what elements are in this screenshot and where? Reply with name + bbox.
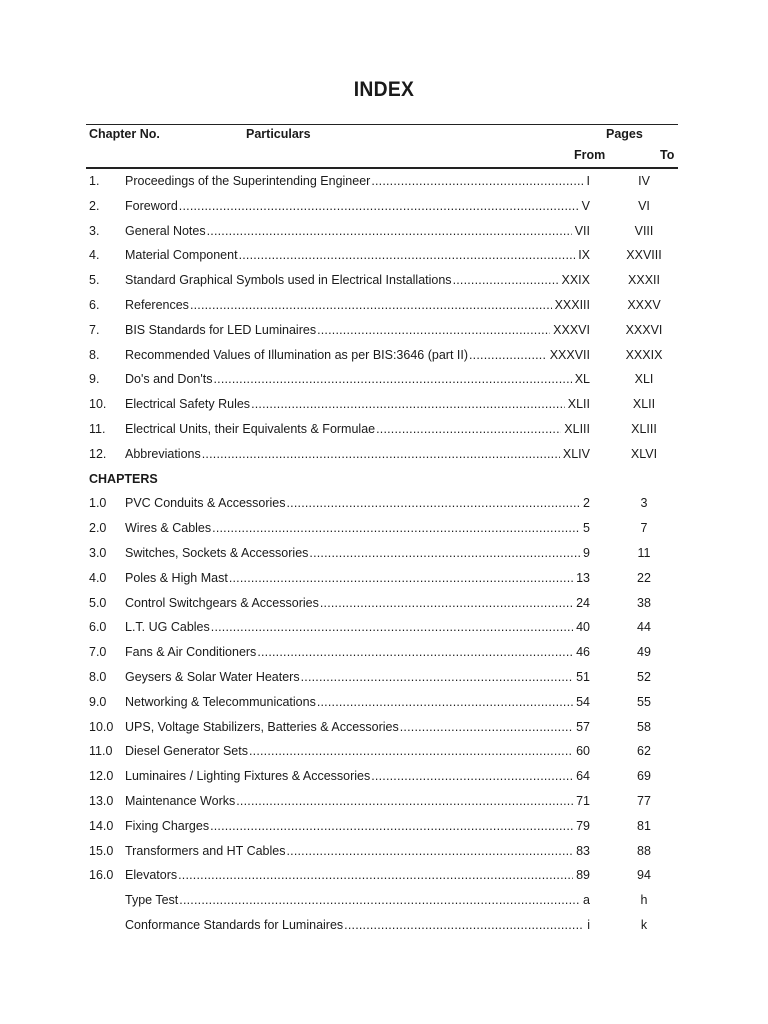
header-bottom-rule (86, 167, 678, 169)
row-number: 8.0 (89, 669, 107, 684)
index-row (0, 889, 768, 914)
row-page-to: 38 (637, 595, 651, 610)
leader-dots (249, 744, 573, 758)
row-page-to: 49 (637, 645, 651, 660)
row-page-to: 55 (637, 694, 651, 709)
row-title: Poles & High Mast (125, 570, 228, 585)
row-title: Recommended Values of Illumination as per BIS:3646 (part II) (125, 347, 468, 362)
row-leader (125, 397, 590, 411)
row-leader (125, 174, 590, 188)
leader-dots (309, 546, 580, 560)
row-page-to: XXXVI (625, 322, 663, 337)
leader-dots (317, 323, 550, 337)
row-number: 2.0 (89, 521, 107, 536)
row-number: 4.0 (89, 570, 107, 585)
row-page-to: XLVI (630, 446, 658, 461)
index-row (0, 517, 768, 542)
header-top-rule (86, 124, 678, 125)
index-row (0, 170, 768, 195)
index-row (0, 567, 768, 592)
row-number: 8. (89, 347, 100, 362)
row-page-from: 2 (583, 496, 590, 511)
row-leader (125, 844, 590, 858)
row-page-to: 81 (637, 818, 651, 833)
row-number: 15.0 (89, 843, 114, 858)
row-title: Fans & Air Conditioners (125, 645, 257, 660)
row-title: Transformers and HT Cables (125, 843, 286, 858)
index-row (0, 840, 768, 865)
row-leader (125, 769, 590, 783)
row-page-from: 83 (576, 843, 590, 858)
row-title: Control Switchgears & Accessories (125, 595, 319, 610)
row-page-from: XXXVII (549, 347, 590, 362)
row-page-from: 54 (576, 694, 590, 709)
row-page-to: k (640, 917, 648, 932)
leader-dots (344, 918, 584, 932)
row-number: 10. (89, 397, 107, 412)
index-row (0, 716, 768, 741)
row-title: Electrical Units, their Equivalents & Formulae (125, 421, 376, 436)
row-leader (125, 744, 590, 758)
row-number: 13.0 (89, 793, 114, 808)
index-row (0, 368, 768, 393)
row-page-from: XL (574, 372, 590, 387)
row-page-from: 89 (576, 868, 590, 883)
row-leader (125, 720, 590, 734)
row-number: 7. (89, 322, 100, 337)
row-number: 4. (89, 248, 100, 263)
index-row (0, 269, 768, 294)
row-leader (125, 521, 590, 535)
leader-dots (257, 645, 573, 659)
leader-dots (202, 447, 560, 461)
leader-dots (453, 273, 559, 287)
row-title: UPS, Voltage Stabilizers, Batteries & Accessories (125, 719, 399, 734)
row-page-to: 44 (637, 620, 651, 635)
row-page-to: IV (638, 174, 650, 188)
row-leader (125, 670, 590, 684)
row-leader (125, 372, 590, 386)
row-title: Luminaires / Lighting Fixtures & Accessories (125, 769, 371, 784)
row-page-to: VI (638, 198, 650, 213)
leader-dots (236, 794, 573, 808)
row-page-from: 13 (576, 570, 590, 585)
index-row (0, 641, 768, 666)
row-page-from: 24 (576, 595, 590, 610)
index-row (0, 294, 768, 319)
row-number: 6. (89, 297, 100, 312)
index-row (0, 815, 768, 840)
row-page-from: 51 (576, 669, 590, 684)
row-number: 5. (89, 273, 100, 288)
index-row (0, 666, 768, 691)
row-title: Diesel Generator Sets (125, 744, 248, 759)
leader-dots (179, 199, 579, 213)
header-from: From (574, 148, 606, 162)
row-leader (125, 323, 590, 337)
index-row (0, 220, 768, 245)
index-row (0, 319, 768, 344)
row-number: 16.0 (89, 868, 114, 883)
row-title: Standard Graphical Symbols used in Electrical Installations (125, 273, 452, 288)
row-title: Conformance Standards for Luminaires (125, 917, 344, 932)
leader-dots (251, 397, 565, 411)
row-leader (125, 620, 590, 634)
index-list (0, 170, 768, 939)
row-page-to: 7 (640, 521, 648, 536)
row-page-from: 60 (576, 744, 590, 759)
leader-dots (371, 174, 583, 188)
row-title: Electrical Safety Rules (125, 397, 251, 412)
index-row (0, 393, 768, 418)
index-row (0, 740, 768, 765)
row-page-from: a (583, 893, 590, 908)
row-leader (125, 248, 590, 262)
row-leader (125, 273, 590, 287)
leader-dots (469, 348, 547, 362)
leader-dots (179, 893, 580, 907)
row-page-to: XXXII (628, 273, 660, 288)
row-page-from: i (587, 917, 590, 932)
row-title: Switches, Sockets & Accessories (125, 545, 309, 560)
row-page-to: 3 (640, 496, 648, 511)
row-title: Abbreviations (125, 446, 201, 461)
leader-dots (301, 670, 574, 684)
row-page-from: XLIII (564, 421, 590, 436)
row-leader (125, 819, 590, 833)
leader-dots (178, 868, 573, 882)
row-leader (125, 447, 590, 461)
row-leader (125, 695, 590, 709)
row-page-from: 57 (576, 719, 590, 734)
row-page-from: XLII (567, 397, 590, 412)
leader-dots (317, 695, 573, 709)
row-title: Proceedings of the Superintending Engineer (125, 174, 371, 188)
header-chapter-no: Chapter No. (89, 127, 160, 141)
row-number: 6.0 (89, 620, 107, 635)
row-page-from: VII (574, 223, 590, 238)
row-page-from: IX (578, 248, 590, 263)
row-page-to: 22 (637, 570, 651, 585)
row-title: L.T. UG Cables (125, 620, 210, 635)
row-leader (125, 348, 590, 362)
leader-dots (286, 844, 573, 858)
row-leader (125, 496, 590, 510)
row-page-from: 9 (583, 545, 590, 560)
index-row (0, 443, 768, 468)
index-row (0, 616, 768, 641)
header-particulars: Particulars (246, 127, 311, 141)
row-title: Do's and Don'ts (125, 372, 213, 387)
row-leader (125, 199, 590, 213)
row-title: Material Component (125, 248, 238, 263)
header-to: To (660, 148, 675, 162)
leader-dots (212, 521, 580, 535)
leader-dots (213, 372, 571, 386)
row-page-from: 46 (576, 645, 590, 660)
row-number: 1. (89, 174, 100, 188)
row-leader (125, 224, 590, 238)
index-row (0, 790, 768, 815)
row-number: 11.0 (89, 744, 113, 759)
leader-dots (211, 620, 573, 634)
row-number: 10.0 (89, 719, 114, 734)
leader-dots (376, 422, 561, 436)
row-page-from: XXIX (561, 273, 590, 288)
row-page-to: 58 (637, 719, 651, 734)
row-page-to: XXVIII (626, 248, 662, 263)
row-page-to: 62 (637, 744, 651, 759)
row-page-from: 71 (576, 793, 590, 808)
row-page-to: h (640, 893, 648, 908)
leader-dots (400, 720, 573, 734)
row-leader (125, 298, 590, 312)
row-page-to: 69 (637, 769, 651, 784)
index-row (0, 344, 768, 369)
row-title: Fixing Charges (125, 818, 210, 833)
row-number: 14.0 (89, 818, 114, 833)
chapters-heading-label: CHAPTERS (89, 471, 158, 486)
row-title: References (125, 297, 189, 312)
row-title: Geysers & Solar Water Heaters (125, 669, 300, 684)
index-row (0, 418, 768, 443)
leader-dots (320, 596, 573, 610)
row-page-from: I (586, 174, 590, 188)
leader-dots (229, 571, 573, 585)
row-title: Wires & Cables (125, 521, 212, 536)
row-page-from: 64 (576, 769, 590, 784)
row-number: 12. (89, 446, 107, 461)
row-page-to: VIII (634, 223, 654, 238)
index-row (0, 914, 768, 939)
index-row (0, 244, 768, 269)
row-title: Elevators (125, 868, 178, 883)
row-leader (125, 645, 590, 659)
row-title: Networking & Telecommunications (125, 694, 316, 709)
index-row (0, 542, 768, 567)
row-page-from: XLIV (562, 446, 590, 461)
leader-dots (239, 248, 576, 262)
row-number: 9.0 (89, 694, 107, 709)
row-number: 11. (89, 421, 106, 436)
row-page-to: 52 (637, 669, 651, 684)
leader-dots (371, 769, 573, 783)
leader-dots (287, 496, 581, 510)
row-page-to: XLII (632, 397, 656, 412)
index-row (0, 864, 768, 889)
row-page-to: XXXV (627, 297, 661, 312)
index-row (0, 765, 768, 790)
row-page-from: XXXIII (554, 297, 590, 312)
row-page-from: V (581, 198, 590, 213)
row-page-from: XXXVI (553, 322, 590, 337)
index-row (0, 195, 768, 220)
chapters-heading (0, 468, 768, 493)
header-pages: Pages (606, 127, 643, 141)
row-page-to: 77 (637, 793, 651, 808)
index-row (0, 492, 768, 517)
row-title: Maintenance Works (125, 793, 236, 808)
row-number: 1.0 (89, 496, 107, 511)
row-page-to: XLI (634, 372, 654, 387)
leader-dots (207, 224, 572, 238)
index-row (0, 592, 768, 617)
row-number: 3. (89, 223, 100, 238)
row-leader (125, 596, 590, 610)
row-page-from: 5 (583, 521, 590, 536)
leader-dots (210, 819, 573, 833)
row-page-to: 11 (637, 545, 651, 560)
row-page-from: 40 (576, 620, 590, 635)
row-leader (125, 794, 590, 808)
row-leader (125, 868, 590, 882)
row-leader (125, 571, 590, 585)
row-title: PVC Conduits & Accessories (125, 496, 286, 511)
row-number: 5.0 (89, 595, 107, 610)
row-page-to: 94 (637, 868, 651, 883)
row-number: 7.0 (89, 645, 107, 660)
row-title: Foreword (125, 198, 178, 213)
row-page-to: XXXIX (625, 347, 663, 362)
page-title: INDEX (353, 78, 415, 101)
row-leader (125, 422, 590, 436)
index-row (0, 691, 768, 716)
row-title: General Notes (125, 223, 206, 238)
row-number: 12.0 (89, 769, 114, 784)
row-page-from: 79 (576, 818, 590, 833)
row-number: 3.0 (89, 545, 107, 560)
row-leader (125, 918, 590, 932)
row-leader (125, 546, 590, 560)
row-number: 2. (89, 198, 100, 213)
leader-dots (190, 298, 552, 312)
row-title: Type Test (125, 893, 179, 908)
row-page-to: 88 (637, 843, 651, 858)
row-number: 9. (89, 372, 100, 387)
row-leader (125, 893, 590, 907)
row-title: BIS Standards for LED Luminaires (125, 322, 317, 337)
row-page-to: XLIII (631, 421, 657, 436)
